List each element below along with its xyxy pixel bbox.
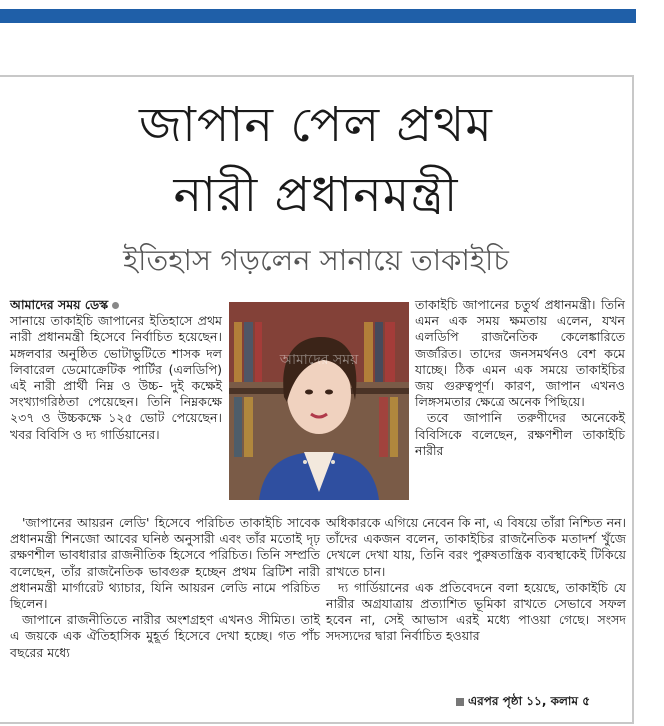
column-left xyxy=(10,297,222,443)
paragraph-right-1: তাকাইচি জাপানের চতুর্থ প্রধানমন্ত্রী। তিনি এমন এক সময় ক্ষমতায় এলেন, যখন এলডিপি রাজনৈতিক কেলেঙ্কারিতে জর্জরিত। তাদের জনসমর্থনও বেশ কমে যাচ্ছে। ঠিক এমন এক সময়ে তাকাইচির জয় গুরুত্বপূর্ণ। কারণ, জাপান এখনও লিঙ্গসমতার ক্ষেত্রে অনেক পিছিয়ে। xyxy=(415,297,625,410)
headline-line-2: নারী প্রধানমন্ত্রী xyxy=(173,167,459,223)
column-left-lower xyxy=(10,515,320,661)
byline: আমাদের সময় ডেস্ক xyxy=(10,297,109,312)
continue-square-icon xyxy=(456,698,464,706)
column-right-lower xyxy=(326,515,626,645)
section-rule xyxy=(0,9,636,23)
paragraph-2: 'জাপানের আয়রন লেডি' হিসেবে পরিচিত তাকাইচি সাবেক প্রধানমন্ত্রী শিনজো আবের ঘনিষ্ঠ অনুসারী এবং তাঁর মতোই দৃঢ় রক্ষণশীল ভাবধারার রাজনীতিক হিসেবে পরিচিত। তিনি সম্প্রতি বলেছেন, তাঁর রাজনৈতিক ভাবগুরু হচ্ছেন প্রথম ব্রিটিশ নারী প্রধানমন্ত্রী মার্গারেট থ্যাচার, যিনি আয়রন লেডি নামে পরিচিত ছিলেন। xyxy=(10,515,320,612)
paragraph-right-4: দ্য গার্ডিয়ানের এক প্রতিবেদনে বলা হয়েছে, তাকাইচি যে নারীর অগ্রযাত্রায় প্রত্যাশিত ভূমিকা রাখতে সেভাবে সফল হবেন না, সেই আভাস এরই মধ্যে পাওয়া গেছে। সংসদ সদস্যদের দ্বারা নির্বাচিত হওয়ার xyxy=(326,579,626,644)
paragraph-right-2: তবে জাপানি তরুণীদের অনেকেই বিবিসিকে বলেছেন, রক্ষণশীল তাকাইচি নারীর xyxy=(415,410,625,458)
byline-bullet-icon xyxy=(112,302,119,309)
continuation-note xyxy=(456,693,590,713)
paragraph-3: জাপানে রাজনীতিতে নারীর অংশগ্রহণ এখনও সীমিত। তাই এ জয়কে এক ঐতিহাসিক মুহূর্ত হিসেবে দেখা হচ্ছে। গত পাঁচ বছরের মধ্যে xyxy=(10,612,320,660)
paragraph-1: সানায়ে তাকাইচি জাপানের ইতিহাসে প্রথম নারী প্রধানমন্ত্রী হিসেবে নির্বাচিত হয়েছেন। মঙ্গলবার অনুষ্ঠিত ভোটাভুটিতে শাসক দল লিবারেল ডেমোক্রেটিক পার্টির (এলডিপি) এই নারী প্রার্থী নিম্ন ও উচ্চ- দুই কক্ষেই সংখ্যাগরিষ্ঠতা পেয়েছেন। তিনি নিম্নকক্ষে ২৩৭ ও উচ্চকক্ষে ১২৫ ভোট পেয়েছেন। খবর বিবিসি ও দ্য গার্ডিয়ানের। xyxy=(10,313,222,442)
continuation-text: এরপর পৃষ্ঠা ১১, কলাম ৫ xyxy=(468,694,591,708)
portrait-photo xyxy=(229,302,409,500)
watermark-text: আমাদের সময় xyxy=(279,352,359,368)
subheadline: ইতিহাস গড়লেন সানায়ে তাকাইচি xyxy=(123,243,509,277)
paragraph-right-3: অধিকারকে এগিয়ে নেবেন কি না, এ বিষয়ে তাঁরা নিশ্চিত নন। তাঁদের একজন বলেন, তাকাইচির রাজনৈতিক মতাদর্শ খুঁজে দেখলে দেখা যায়, তিনি বরং পুরুষতান্ত্রিক ব্যবস্থাকেই টিকিয়ে রাখতে চান। xyxy=(326,515,626,579)
top-margin xyxy=(0,0,636,8)
headline-line-1: জাপান পেল প্রথম xyxy=(139,97,493,153)
column-right xyxy=(415,297,625,459)
